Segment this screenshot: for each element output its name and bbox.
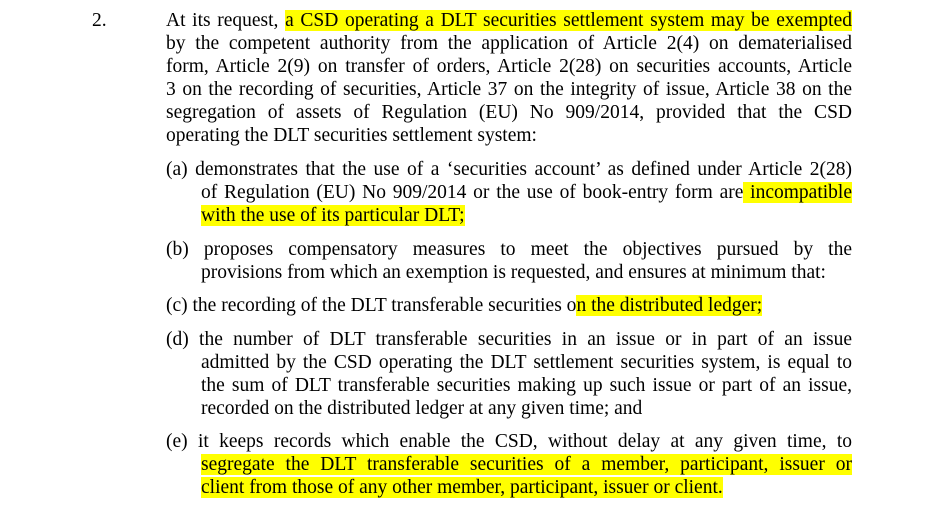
item-a-line-2 — [201, 181, 852, 204]
highlight-dlt-use: with the use of its particular DLT; — [201, 205, 465, 226]
highlight-distributed-ledger: n the distributed ledger; — [576, 295, 763, 316]
item-c-text: (c) the recording of the DLT transferable securities o — [166, 295, 577, 316]
highlight-csd-exemption: a CSD operating a DLT securities settlement system may be exempted — [285, 10, 853, 31]
item-a-line-1: (a) demonstrates that the use of a ‘securities account’ as defined under Article 2(28) — [166, 159, 852, 180]
highlight-client: client from those of any other member, participant, issuer or client. — [201, 477, 723, 498]
item-e-line-2 — [201, 453, 852, 476]
intro-line-2: by the competent authority from the application of Article 2(4) on dematerialised — [166, 33, 852, 54]
item-b-line-2: provisions from which an exemption is requested, and ensures at minimum that: — [201, 262, 826, 283]
item-c-line-1 — [166, 294, 852, 317]
item-d-line-1: (d) the number of DLT transferable securities in an issue or in part of an issue — [166, 329, 852, 350]
item-b-line-1: (b) proposes compensatory measures to meet the objectives pursued by the — [166, 239, 852, 260]
intro-text: At its request, — [166, 10, 286, 31]
highlight-segregate: segregate the DLT transferable securities of a member, participant, issuer or — [201, 454, 852, 475]
item-d-line-3: the sum of DLT transferable securities making up such issue or part of an issue, — [201, 375, 852, 396]
item-a-line-3 — [201, 204, 852, 227]
item-d-line-4: recorded on the distributed ledger at any given time; and — [201, 398, 643, 419]
item-d-line-2: admitted by the CSD operating the DLT settlement securities system, is equal to — [201, 352, 852, 373]
intro-line-1 — [166, 9, 852, 32]
intro-line-6: operating the DLT securities settlement system: — [166, 125, 537, 146]
intro-line-3: form, Article 2(9) on transfer of orders, Article 2(28) on securities accounts, Article — [166, 56, 852, 77]
item-e-line-3 — [201, 476, 852, 499]
item-e-line-1: (e) it keeps records which enable the CSD, without delay at any given time, to — [166, 431, 852, 452]
paragraph-number: 2. — [92, 10, 107, 31]
intro-line-4: 3 on the recording of securities, Article 37 on the integrity of issue, Article 38 on the — [166, 79, 852, 100]
item-a-text: of Regulation (EU) No 909/2014 or the use of book-entry form are — [201, 182, 744, 203]
intro-line-5: segregation of assets of Regulation (EU) No 909/2014, provided that the CSD — [166, 102, 852, 123]
highlight-incompatible: incompatible — [743, 182, 852, 203]
